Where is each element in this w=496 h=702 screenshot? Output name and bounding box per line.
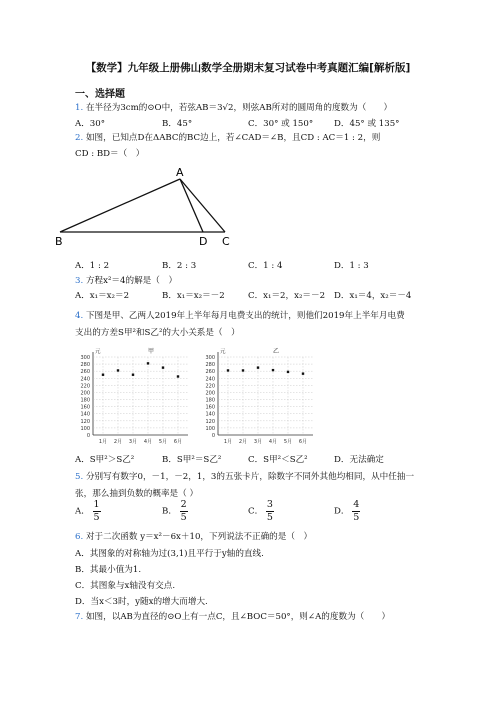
y-axis-unit: 元 (220, 349, 226, 355)
q3-option-a: A．x₁＝x₂＝2 (75, 291, 130, 301)
y-tick-label: 260 (80, 369, 90, 376)
y-tick-label: 280 (80, 362, 90, 369)
chart-title: 乙 (273, 348, 280, 355)
x-tick-label: 5月 (158, 439, 168, 445)
q1-option-d: D．45° 或 135° (334, 119, 400, 129)
data-point (242, 369, 244, 371)
fraction (180, 500, 188, 522)
y-tick-label: 280 (205, 362, 215, 369)
x-tick-label: 4月 (268, 439, 278, 445)
q4-option-b: B．S甲²＝S乙² (162, 455, 222, 465)
question-1 (75, 101, 392, 113)
x-tick-label: 6月 (298, 439, 308, 445)
data-point (177, 375, 179, 377)
option-label: D． (334, 506, 350, 517)
question-text: 如图，以AB为直径的⊙O上有一点C，且∠BOC＝50°，则∠A的度数为（ ） (85, 612, 391, 622)
y-tick-label: 160 (205, 404, 215, 411)
data-point (132, 374, 134, 376)
q3-option-c: C．x₁＝2，x₂＝－2 (248, 291, 326, 301)
y-tick-label: 240 (80, 376, 90, 383)
question-text: 方程x²＝4的解是（ ） (85, 276, 178, 286)
q2-option-a: A．1 : 2 (75, 261, 110, 271)
y-tick-label: 100 (80, 425, 90, 432)
data-point (257, 366, 259, 368)
q4-option-c: C．S甲²＜S乙² (248, 455, 308, 465)
vertex-label-c: C (222, 235, 230, 248)
x-tick-label: 2月 (113, 439, 123, 445)
question-number: 6. (75, 532, 84, 542)
q1-option-b: B．45° (162, 119, 193, 129)
question-number: 7. (75, 612, 84, 622)
q6-item-b: B．其最小值为1. (75, 565, 142, 575)
numerator: 1 (93, 499, 100, 510)
chart-jia (75, 347, 195, 445)
y-tick-label: 220 (80, 383, 90, 390)
option-label: B． (162, 506, 177, 517)
chart-title: 甲 (148, 348, 155, 355)
q5-option-d (334, 500, 360, 522)
option-label: A． (75, 506, 90, 517)
denominator: 5 (180, 511, 187, 523)
y-tick-label: 180 (80, 397, 90, 404)
vertex-label-a: A (176, 166, 184, 179)
y-tick-label: 100 (205, 425, 215, 432)
y-tick-label: 120 (205, 418, 215, 425)
data-point (302, 372, 304, 374)
side-ab (60, 179, 180, 232)
q6-item-a: A．其图象的对称轴为过(3,1)且平行于y轴的直线. (75, 549, 264, 559)
question-7 (75, 610, 390, 622)
q6-item-c: C．其图象与x轴没有交点. (75, 581, 176, 591)
q5-option-c (248, 500, 274, 522)
q1-option-c: C．30° 或 150° (248, 119, 314, 129)
question-number: 2. (75, 133, 84, 143)
numerator: 2 (180, 499, 187, 510)
y-tick-label: 160 (80, 404, 90, 411)
question-number: 4. (75, 311, 84, 321)
q6-item-d: D．当x＜3时，y随x的增大而增大. (75, 597, 208, 607)
data-point (102, 374, 104, 376)
data-point (287, 371, 289, 373)
denominator: 5 (353, 511, 360, 523)
question-text: 如图，已知点D在ΔABC的BC边上，若∠CAD＝∠B，且CD : AC＝1 : 2，则 (85, 133, 381, 143)
q5-option-a (75, 500, 101, 522)
y-tick-label: 200 (80, 390, 90, 397)
option-label: C． (248, 506, 264, 517)
y-tick-label: 140 (80, 411, 90, 418)
data-point (227, 369, 229, 371)
q4-option-a: A．S甲²＞S乙² (75, 455, 135, 465)
y-tick-label: 0 (86, 433, 90, 439)
y-tick-label: 180 (205, 397, 215, 404)
denominator: 5 (266, 511, 273, 523)
question-text: 在半径为3cm的⊙O中，若弦AB＝3√2，则弦AB所对的圆周角的度数为（ ） (85, 103, 393, 113)
x-tick-label: 1月 (223, 439, 233, 445)
question-text: 下图是甲、乙两人2019年上半年每月电费支出的统计，则他们2019年上半年月电费 (85, 311, 405, 321)
y-tick-label: 220 (205, 383, 215, 390)
side-ac (180, 179, 225, 232)
x-tick-label: 1月 (98, 439, 108, 445)
x-tick-label: 6月 (173, 439, 183, 445)
question-2 (75, 131, 380, 143)
numerator: 4 (353, 499, 360, 510)
x-tick-label: 3月 (128, 439, 138, 445)
question-number: 5. (75, 472, 84, 482)
q4-option-d: D．无法确定 (334, 455, 384, 465)
section-heading: 一、选择题 (75, 89, 125, 100)
question-text: 分别写有数字0，－1，－2，1，3的五张卡片，除数字不同外其他均相同，从中任抽一 (85, 472, 415, 482)
q2-option-c: C．1 : 4 (248, 261, 283, 271)
fraction (93, 500, 101, 522)
y-tick-label: 240 (205, 376, 215, 383)
question-4 (75, 309, 405, 321)
q2-option-b: B．2 : 3 (162, 261, 197, 271)
fraction (266, 500, 274, 522)
q3-option-d: D．x₁＝4，x₂＝－4 (334, 291, 412, 301)
segment-ad (180, 179, 203, 232)
triangle-figure (50, 165, 250, 250)
y-tick-label: 200 (205, 390, 215, 397)
q1-option-a: A．30° (75, 119, 106, 129)
chart-yi (200, 347, 320, 445)
denominator: 5 (93, 511, 100, 523)
data-point (272, 369, 274, 371)
question-5-continued: 张，那么抽到负数的概率是（ ） (75, 489, 199, 499)
x-tick-label: 5月 (283, 439, 293, 445)
numerator: 3 (266, 499, 273, 510)
data-point (147, 362, 149, 364)
y-tick-label: 300 (80, 355, 90, 361)
question-text: 对于二次函数 y＝x²－6x＋10，下列说法不正确的是（ ） (85, 532, 313, 542)
y-tick-label: 260 (205, 369, 215, 376)
question-6 (75, 530, 312, 542)
question-2-continued: CD : BD＝（ ） (75, 149, 145, 159)
page-title: 【数学】九年级上册佛山数学全册期末复习试卷中考真题汇编[解析版] (85, 62, 411, 74)
y-tick-label: 300 (205, 355, 215, 361)
fraction (352, 500, 360, 522)
x-tick-label: 4月 (143, 439, 153, 445)
y-tick-label: 140 (205, 411, 215, 418)
vertex-label-b: B (55, 235, 63, 248)
data-point (162, 366, 164, 368)
y-tick-label: 120 (80, 418, 90, 425)
x-tick-label: 3月 (253, 439, 263, 445)
data-point (117, 369, 119, 371)
x-tick-label: 2月 (238, 439, 248, 445)
question-3 (75, 274, 177, 286)
question-number: 3. (75, 276, 84, 286)
q2-option-d: D．1 : 3 (334, 261, 369, 271)
q5-option-b (162, 500, 188, 522)
question-number: 1. (75, 103, 84, 113)
question-5 (75, 470, 414, 482)
vertex-label-d: D (199, 235, 208, 248)
question-4-continued: 支出的方差S甲²和S乙²的大小关系是（ ） (75, 328, 240, 338)
y-axis-unit: 元 (95, 349, 101, 355)
y-tick-label: 0 (211, 433, 215, 439)
q3-option-b: B．x₁＝x₂＝－2 (162, 291, 225, 301)
